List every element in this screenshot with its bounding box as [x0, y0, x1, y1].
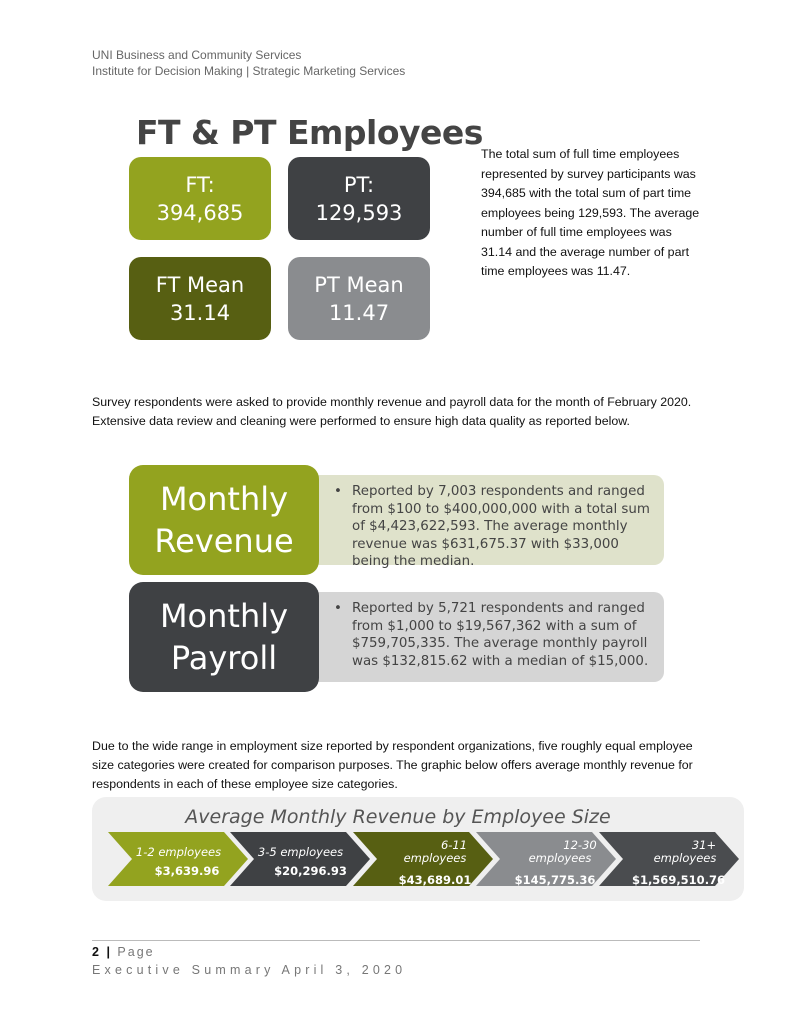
page-word: Page — [117, 945, 155, 959]
segment-2-value: $20,296.93 — [274, 864, 347, 878]
footer-page-number — [92, 945, 155, 959]
pt-mean-label: PT Mean — [314, 272, 404, 297]
ft-total-label: FT: — [185, 172, 215, 197]
pt-total-label: PT: — [343, 172, 375, 197]
ft-mean-value: 31.14 — [169, 300, 231, 325]
segment-3-label-line-1: 6-11 — [440, 838, 468, 852]
footer-summary: Executive Summary April 3, 2020 — [92, 963, 407, 977]
segment-5-label-line-1: 31+ — [691, 838, 717, 852]
pt-mean-value: 11.47 — [328, 300, 390, 325]
segment-3-label-line-2: employees — [403, 851, 467, 865]
segment-4-value: $145,775.36 — [514, 873, 596, 887]
revenue-detail-text: Reported by 7,003 respondents and ranged from $100 to $400,000,000 with a total sum of $4,423,622,593. The average monthly revenue was $631,675.37 with $33,000 being the median. — [352, 484, 650, 569]
pt-total-tile — [288, 157, 430, 240]
segment-4-label — [505, 839, 615, 865]
revenue-detail-band — [300, 475, 664, 569]
monthly-payroll-box — [129, 582, 319, 692]
segment-5-label — [635, 839, 735, 865]
segment-5-value: $1,569,510.76 — [631, 873, 726, 887]
payroll-bullet: • — [334, 601, 342, 616]
pt-mean-tile — [288, 257, 430, 340]
header-line-1: UNI Business and Community Services — [92, 48, 302, 62]
revenue-by-size-title — [0, 806, 791, 828]
segment-3-label — [385, 839, 485, 865]
footer-divider — [92, 940, 700, 941]
ft-mean-label: FT Mean — [155, 272, 245, 297]
segment-1-value: $3,639.96 — [154, 864, 220, 878]
page-separator: | — [106, 945, 112, 959]
revenue-payroll-intro: Survey respondents were asked to provide monthly revenue and payroll data for the month of February 2020. Extensive data review and cleaning were performed to ensure high data quality as reported below. — [92, 395, 692, 428]
segment-2-label: 3-5 employees — [257, 845, 344, 859]
revenue-title-line-1: Monthly — [159, 480, 289, 518]
header-line-2: Institute for Decision Making | Strategic Marketing Services — [92, 64, 406, 78]
revenue-title-line-2: Revenue — [154, 522, 294, 560]
segment-4-label-line-1: 12-30 — [563, 838, 597, 852]
revenue-bullet: • — [334, 484, 342, 499]
page-number: 2 — [92, 945, 101, 959]
monthly-revenue-box — [129, 465, 319, 575]
employees-title: FT & PT Employees — [136, 113, 483, 152]
payroll-detail-text: Reported by 5,721 respondents and ranged from $1,000 to $19,567,362 with a sum of $759,705,335. The average monthly payroll was $132,815.62 with a median of $15,000. — [352, 601, 649, 669]
payroll-title-line-1: Monthly — [159, 597, 289, 635]
employee-size-intro: Due to the wide range in employment size reported by respondent organizations, five roughly equal employee size categories were created for comparison purposes. The graphic below offers average monthly revenue for respondents in each of these employee size categories. — [92, 739, 693, 791]
ft-total-value: 394,685 — [156, 200, 244, 225]
segment-1-label: 1-2 employees — [135, 845, 222, 859]
segment-5-label-line-2: employees — [653, 851, 717, 865]
ft-mean-tile — [129, 257, 271, 340]
pt-total-value: 129,593 — [315, 200, 403, 225]
page-header — [92, 47, 405, 79]
ft-total-tile — [129, 157, 271, 240]
segment-3-value: $43,689.01 — [398, 873, 472, 887]
payroll-detail-band — [300, 592, 664, 682]
payroll-title-line-2: Payroll — [170, 639, 278, 677]
employees-description: The total sum of full time employees represented by survey participants was 394,685 with the total sum of part time employees being 129,593. The average number of full time employees was 31.14 and the average number of part time employees was 11.47. — [481, 147, 700, 278]
segment-4-label-line-2: employees — [528, 851, 592, 865]
revenue-by-size-title-text: Average Monthly Revenue by Employee Size — [185, 806, 611, 828]
